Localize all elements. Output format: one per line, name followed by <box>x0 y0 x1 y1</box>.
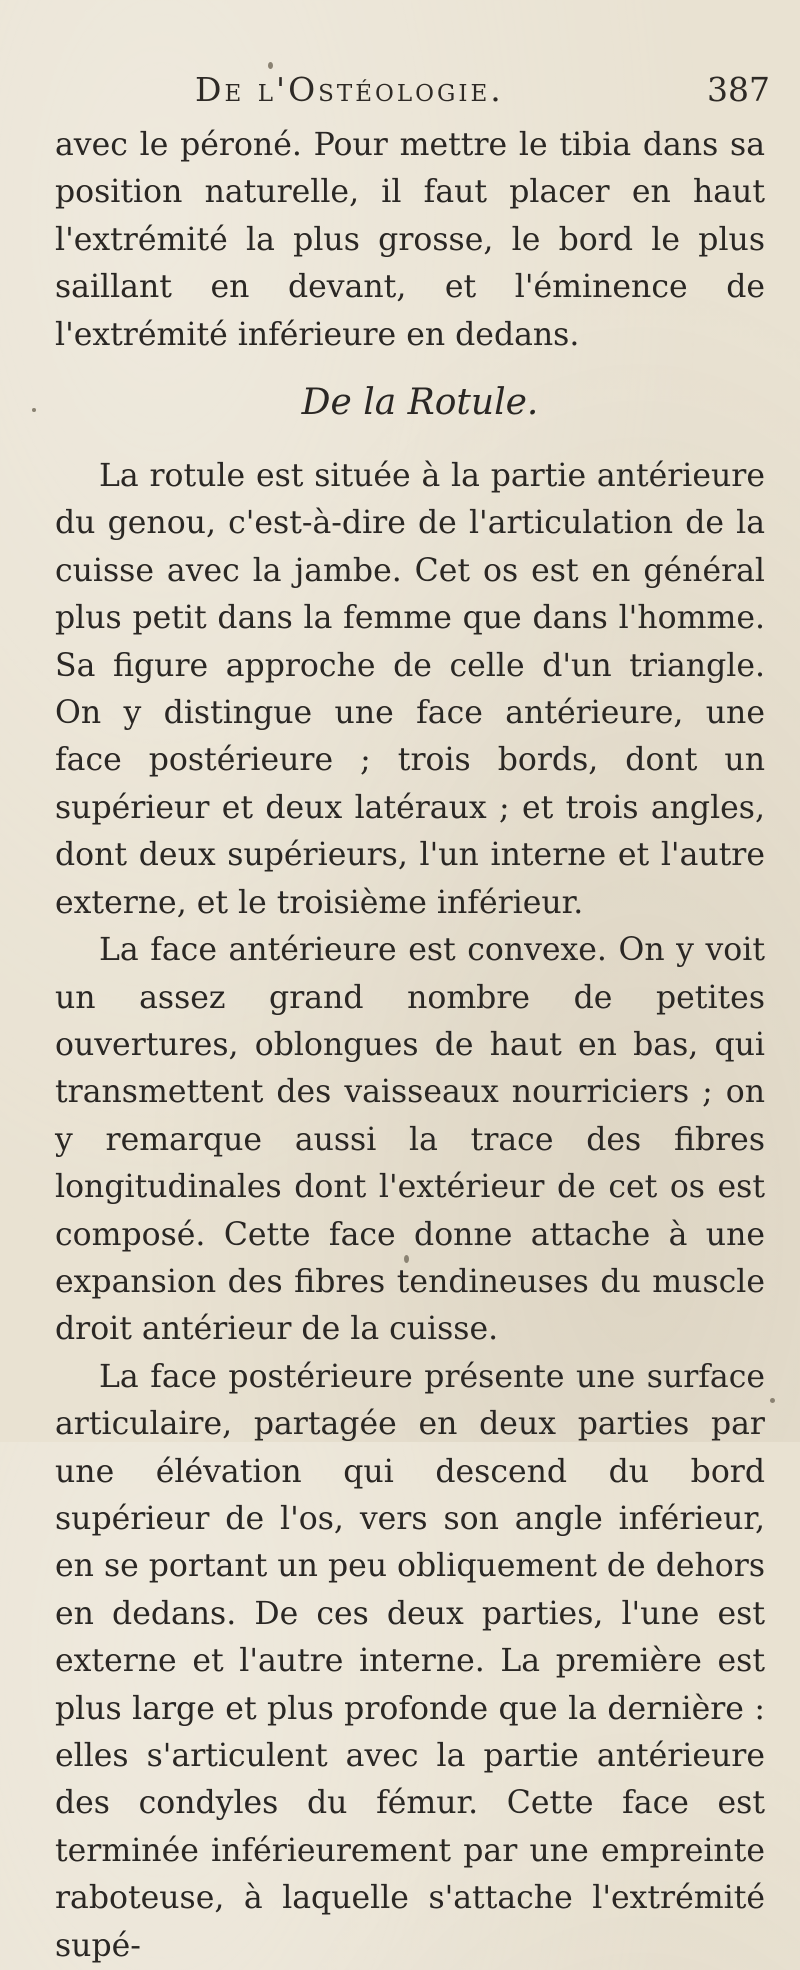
paragraph-face-posterieure: La face postérieure présente une surface articulaire, partagée en deux parties par une élévation qui descend du bord supérieur de l'os, vers son angle inférieur, en se portant un peu obliquement de dehors en dedans. De ces deux parties, l'une est externe et l'autre interne. La première est plus large et plus profonde que la dernière : elles s'articulent avec la partie antérieure des condyles du fémur. Cette face est terminée inférieurement par une empreinte raboteuse, à laquelle s'attache l'extrémité supé- <box>55 1358 765 1964</box>
section-heading: De la Rotule. <box>301 382 539 424</box>
paper-speck <box>268 62 273 69</box>
paper-speck <box>32 408 36 412</box>
body-text <box>55 122 765 1970</box>
running-title: De l'Ostéologie. <box>195 70 504 109</box>
paper-speck <box>404 1255 409 1263</box>
paragraph-face-anterieure: La face antérieure est convexe. On y voit un assez grand nombre de petites ouvertures, oblongues de haut en bas, qui transmettent des vaisseaux nourriciers ; on y remarque aussi la trace des fibres longitudinales dont l'extérieur de cet os est composé. Cette face donne attache à une expansion des fibres tendineuses du muscle droit antérieur de la cuisse. <box>55 932 765 1348</box>
running-head <box>100 70 790 120</box>
page-number: 387 <box>707 70 770 109</box>
paragraph-rotule-intro: La rotule est située à la partie antérieure du genou, c'est-à-dire de l'articulation de la cuisse avec la jambe. Cet os est en général plus petit dans la femme que dans l'homme. Sa figure approche de celle d'un triangle. On y distingue une face antérieure, une face postérieure ; trois bords, dont un supérieur et deux latéraux ; et trois angles, dont deux supérieurs, l'un interne et l'autre externe, et le troisième inférieur. <box>55 458 765 921</box>
paper-speck <box>770 1398 775 1403</box>
paragraph-tibia-continuation: avec le péroné. Pour mettre le tibia dans sa position naturelle, il faut placer en haut l'extrémité la plus grosse, le bord le plus saillant en devant, et l'éminence de l'extrémité inférieure en dedans. <box>55 127 765 353</box>
